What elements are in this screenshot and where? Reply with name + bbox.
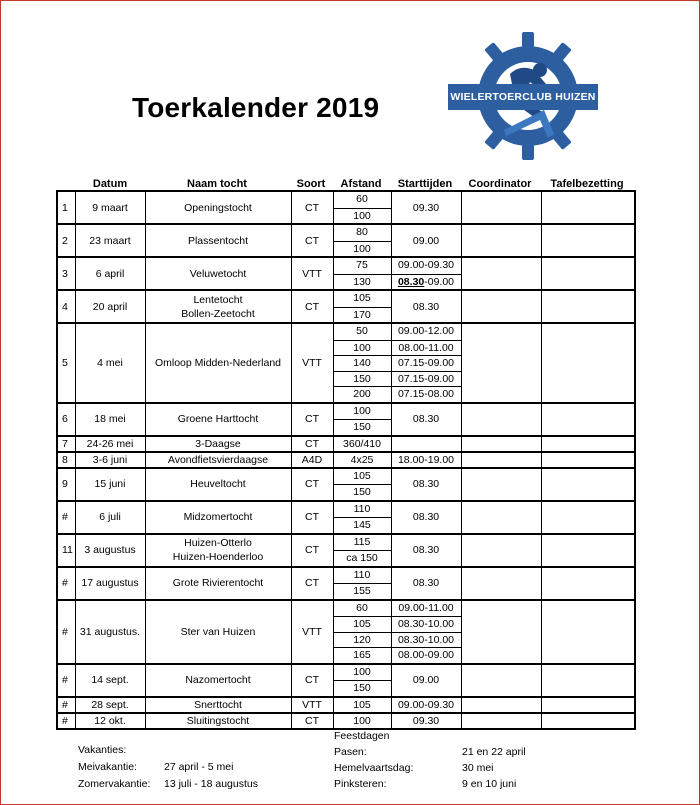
row-starttijd: 09.30 xyxy=(412,714,440,727)
row-number: 1 xyxy=(57,191,75,224)
row-soort: VTT xyxy=(291,600,333,664)
row-afstand: 100 xyxy=(334,208,391,224)
row-coordinator xyxy=(461,534,541,567)
row-number: # xyxy=(57,501,75,534)
row-number: # xyxy=(57,600,75,664)
row-naam: 3-Daagse xyxy=(145,436,291,452)
row-soort: CT xyxy=(291,501,333,534)
row-soort: CT xyxy=(291,664,333,697)
row-coordinator xyxy=(461,501,541,534)
row-datum: 20 april xyxy=(75,290,145,323)
row-afstand: 100 xyxy=(353,404,371,417)
row-coordinator xyxy=(461,403,541,436)
row-naam: Veluwetocht xyxy=(145,257,291,290)
row-number: 8 xyxy=(57,452,75,468)
row-coordinator xyxy=(461,697,541,713)
row-datum: 28 sept. xyxy=(75,697,145,713)
row-afstand: 80 xyxy=(356,226,368,238)
row-starttijd: 08.30-10.00 xyxy=(392,632,461,648)
feestdag-label: Pinksteren: xyxy=(334,778,387,790)
row-afstand: 155 xyxy=(334,583,391,599)
row-afstand: 105 xyxy=(353,698,371,711)
row-afstand-cell xyxy=(333,323,391,403)
row-starttijden-cell xyxy=(391,191,461,224)
row-starttijden-cell xyxy=(391,501,461,534)
row-number: # xyxy=(57,697,75,713)
feestdag-value: 21 en 22 april xyxy=(462,746,526,758)
vakanties-heading: Vakanties: xyxy=(78,744,127,756)
row-afstand-cell xyxy=(333,257,391,290)
row-tafelbezetting xyxy=(541,436,635,452)
row-afstand-cell xyxy=(333,191,391,224)
row-soort: CT xyxy=(291,436,333,452)
row-soort: CT xyxy=(291,713,333,729)
row-afstand: ca 150 xyxy=(334,550,391,566)
tour-row xyxy=(57,257,635,290)
vakantie-label: Meivakantie: xyxy=(78,761,137,773)
tour-row xyxy=(57,501,635,534)
row-afstand: 110 xyxy=(353,502,371,515)
row-afstand-cell xyxy=(333,452,391,468)
feestdagen-heading: Feestdagen xyxy=(334,730,390,742)
row-tafelbezetting xyxy=(541,191,635,224)
row-starttijd: 08.30 xyxy=(412,413,440,425)
row-number: 3 xyxy=(57,257,75,290)
row-starttijden-cell xyxy=(391,534,461,567)
row-starttijd: 09.00-09.30 xyxy=(397,698,455,711)
row-naam: Grote Rivierentocht xyxy=(145,567,291,600)
row-afstand-cell xyxy=(333,290,391,323)
row-naam: Ster van Huizen xyxy=(145,600,291,664)
row-naam: Sluitingstocht xyxy=(145,713,291,729)
tour-row xyxy=(57,403,635,436)
row-afstand-cell xyxy=(333,534,391,567)
row-starttijden-cell xyxy=(391,600,461,664)
row-datum: 15 juni xyxy=(75,468,145,501)
row-soort: VTT xyxy=(291,323,333,403)
highlighted-starttijd: 08.30 xyxy=(397,275,425,288)
row-soort: CT xyxy=(291,534,333,567)
row-datum: 3-6 juni xyxy=(75,452,145,468)
row-number: # xyxy=(57,664,75,697)
vakantie-value: 13 juli - 18 augustus xyxy=(164,778,258,790)
row-soort: A4D xyxy=(291,452,333,468)
row-tafelbezetting xyxy=(541,600,635,664)
row-afstand-cell xyxy=(333,697,391,713)
row-afstand-cell xyxy=(333,664,391,697)
row-afstand: 200 xyxy=(334,386,391,402)
row-starttijden-cell xyxy=(391,468,461,501)
row-starttijden-cell xyxy=(391,403,461,436)
row-afstand: 140 xyxy=(334,355,391,371)
row-datum: 31 augustus. xyxy=(75,600,145,664)
column-header-datum: Datum xyxy=(92,178,128,190)
vakantie-label: Zomervakantie: xyxy=(78,778,151,790)
row-starttijd: 08.30 xyxy=(412,544,440,556)
row-coordinator xyxy=(461,323,541,403)
row-naam: Openingstocht xyxy=(145,191,291,224)
row-number: # xyxy=(57,567,75,600)
row-number: 7 xyxy=(57,436,75,452)
tour-row xyxy=(57,224,635,257)
row-number: 4 xyxy=(57,290,75,323)
row-afstand: 100 xyxy=(353,665,371,678)
row-starttijd: 08.30 xyxy=(412,478,440,490)
row-tafelbezetting xyxy=(541,452,635,468)
tour-row xyxy=(57,323,635,403)
logo-text: WIELERTOERCLUB HUIZEN xyxy=(448,84,598,110)
row-starttijd: 09.00-09.30 xyxy=(397,259,455,271)
row-tafelbezetting xyxy=(541,501,635,534)
row-naam: Midzomertocht xyxy=(145,501,291,534)
row-naam: Lentetocht Bollen-Zeetocht xyxy=(145,290,291,323)
row-afstand: 100 xyxy=(334,241,391,257)
row-tafelbezetting xyxy=(541,468,635,501)
row-starttijden-cell xyxy=(391,224,461,257)
row-afstand: 150 xyxy=(334,371,391,387)
row-afstand: 115 xyxy=(353,535,371,548)
row-afstand: 100 xyxy=(334,340,391,356)
row-soort: CT xyxy=(291,567,333,600)
row-tafelbezetting xyxy=(541,534,635,567)
vakantie-value: 27 april - 5 mei xyxy=(164,761,234,773)
row-datum: 18 mei xyxy=(75,403,145,436)
row-afstand: 110 xyxy=(353,568,371,581)
row-afstand: 105 xyxy=(353,469,371,482)
row-starttijd: 08.30 xyxy=(412,300,440,313)
row-soort: CT xyxy=(291,290,333,323)
row-afstand-cell xyxy=(333,436,391,452)
row-coordinator xyxy=(461,257,541,290)
feestdag-label: Pasen: xyxy=(334,746,367,758)
row-afstand: 150 xyxy=(334,484,391,500)
row-number: 11 xyxy=(57,534,75,567)
row-datum: 4 mei xyxy=(75,323,145,403)
club-logo xyxy=(448,30,598,162)
row-afstand: 105 xyxy=(353,292,371,304)
tour-row xyxy=(57,697,635,713)
row-starttijd: 07.15-08.00 xyxy=(392,386,461,402)
row-afstand-cell xyxy=(333,501,391,534)
row-datum: 14 sept. xyxy=(75,664,145,697)
row-coordinator xyxy=(461,452,541,468)
row-coordinator xyxy=(461,191,541,224)
row-afstand-cell xyxy=(333,403,391,436)
row-number: 6 xyxy=(57,403,75,436)
row-naam: Snerttocht xyxy=(145,697,291,713)
row-soort: VTT xyxy=(291,697,333,713)
row-datum: 6 juli xyxy=(75,501,145,534)
tour-row xyxy=(57,713,635,729)
row-afstand: 120 xyxy=(334,632,391,648)
column-header-soort: Soort xyxy=(296,178,326,190)
feestdag-value: 30 mei xyxy=(462,762,494,774)
row-afstand: 170 xyxy=(334,307,391,323)
row-datum: 23 maart xyxy=(75,224,145,257)
tour-calendar-table xyxy=(56,190,636,730)
row-afstand-cell xyxy=(333,600,391,664)
row-afstand: 145 xyxy=(334,517,391,533)
feestdag-label: Hemelvaartsdag: xyxy=(334,762,414,774)
column-header-afstand: Afstand xyxy=(340,178,382,190)
row-afstand: 130 xyxy=(334,274,391,290)
row-coordinator xyxy=(461,713,541,729)
tour-row xyxy=(57,664,635,697)
row-datum: 17 augustus xyxy=(75,567,145,600)
tour-row xyxy=(57,468,635,501)
row-naam: Nazomertocht xyxy=(145,664,291,697)
tour-row xyxy=(57,567,635,600)
row-coordinator xyxy=(461,468,541,501)
row-starttijden-cell xyxy=(391,452,461,468)
column-header-naam: Naam tocht xyxy=(187,178,247,190)
row-afstand-cell xyxy=(333,224,391,257)
page-title: Toerkalender 2019 xyxy=(132,92,380,123)
row-datum: 12 okt. xyxy=(75,713,145,729)
row-starttijd: 07.15-09.00 xyxy=(392,371,461,387)
row-starttijd: 08.00-09.00 xyxy=(392,647,461,663)
row-tafelbezetting xyxy=(541,257,635,290)
row-starttijd: 18.00-19.00 xyxy=(397,453,455,466)
row-starttijden-cell xyxy=(391,664,461,697)
row-starttijd: 09.00 xyxy=(412,674,440,686)
row-starttijd: 08.30 xyxy=(412,511,440,523)
row-soort: VTT xyxy=(291,257,333,290)
row-starttijd: 08.30 xyxy=(412,577,440,589)
row-number: 9 xyxy=(57,468,75,501)
row-starttijd: 08.00-11.00 xyxy=(392,340,461,356)
row-afstand: 105 xyxy=(334,616,391,632)
row-starttijden-cell xyxy=(391,323,461,403)
row-afstand-cell xyxy=(333,567,391,600)
row-afstand-cell xyxy=(333,468,391,501)
row-coordinator xyxy=(461,224,541,257)
row-datum: 3 augustus xyxy=(75,534,145,567)
row-afstand: 150 xyxy=(334,680,391,696)
row-starttijden-cell xyxy=(391,257,461,290)
row-coordinator xyxy=(461,664,541,697)
row-tafelbezetting xyxy=(541,713,635,729)
row-starttijd: 08.30-10.00 xyxy=(392,616,461,632)
row-starttijden-cell xyxy=(391,567,461,600)
row-starttijden-cell xyxy=(391,713,461,729)
row-tafelbezetting xyxy=(541,290,635,323)
row-coordinator xyxy=(461,436,541,452)
row-naam: Avondfietsvierdaagse xyxy=(145,452,291,468)
row-afstand: 165 xyxy=(334,647,391,663)
row-coordinator xyxy=(461,600,541,664)
row-naam: Omloop Midden-Nederland xyxy=(145,323,291,403)
tour-row xyxy=(57,534,635,567)
row-naam: Huizen-Otterlo Huizen-Hoenderloo xyxy=(145,534,291,567)
row-number: 5 xyxy=(57,323,75,403)
row-afstand: 360/410 xyxy=(343,437,381,450)
row-number: 2 xyxy=(57,224,75,257)
row-naam: Heuveltocht xyxy=(145,468,291,501)
row-starttijd: 09.30 xyxy=(412,201,440,214)
row-afstand: 4x25 xyxy=(350,453,374,466)
column-header-tafelbezetting: Tafelbezetting xyxy=(550,178,624,190)
row-afstand: 100 xyxy=(353,714,371,727)
tour-row xyxy=(57,436,635,452)
row-afstand: 60 xyxy=(356,601,368,614)
row-starttijden-cell xyxy=(391,290,461,323)
row-afstand: 150 xyxy=(334,419,391,435)
row-tafelbezetting xyxy=(541,697,635,713)
tour-row xyxy=(57,290,635,323)
row-starttijd: 09.00-11.00 xyxy=(398,601,454,614)
row-tafelbezetting xyxy=(541,403,635,436)
row-datum: 24-26 mei xyxy=(75,436,145,452)
row-tafelbezetting xyxy=(541,567,635,600)
row-afstand-cell xyxy=(333,713,391,729)
column-header-starttijden: Starttijden xyxy=(397,178,453,190)
row-tafelbezetting xyxy=(541,224,635,257)
row-naam: Groene Harttocht xyxy=(145,403,291,436)
row-naam: Plassentocht xyxy=(145,224,291,257)
row-number: # xyxy=(57,713,75,729)
row-tafelbezetting xyxy=(541,323,635,403)
row-datum: 9 maart xyxy=(75,191,145,224)
row-starttijden-cell xyxy=(391,436,461,452)
row-tafelbezetting xyxy=(541,664,635,697)
row-starttijd: 09.00-12.00 xyxy=(397,325,455,337)
row-datum: 6 april xyxy=(75,257,145,290)
row-coordinator xyxy=(461,567,541,600)
row-soort: CT xyxy=(291,468,333,501)
row-afstand: 60 xyxy=(356,193,368,205)
row-afstand: 75 xyxy=(356,259,368,271)
feestdag-value: 9 en 10 juni xyxy=(462,778,517,790)
row-soort: CT xyxy=(291,191,333,224)
row-starttijd: 09.00 xyxy=(412,234,440,247)
row-afstand: 50 xyxy=(356,325,368,337)
tour-row xyxy=(57,191,635,224)
tour-row xyxy=(57,600,635,664)
row-soort: CT xyxy=(291,403,333,436)
row-coordinator xyxy=(461,290,541,323)
column-header-coordinator: Coordinator xyxy=(468,178,532,190)
row-starttijd: 08.30-09.00 xyxy=(392,274,461,290)
row-starttijd: 07.15-09.00 xyxy=(392,355,461,371)
row-starttijden-cell xyxy=(391,697,461,713)
row-soort: CT xyxy=(291,224,333,257)
tour-row xyxy=(57,452,635,468)
